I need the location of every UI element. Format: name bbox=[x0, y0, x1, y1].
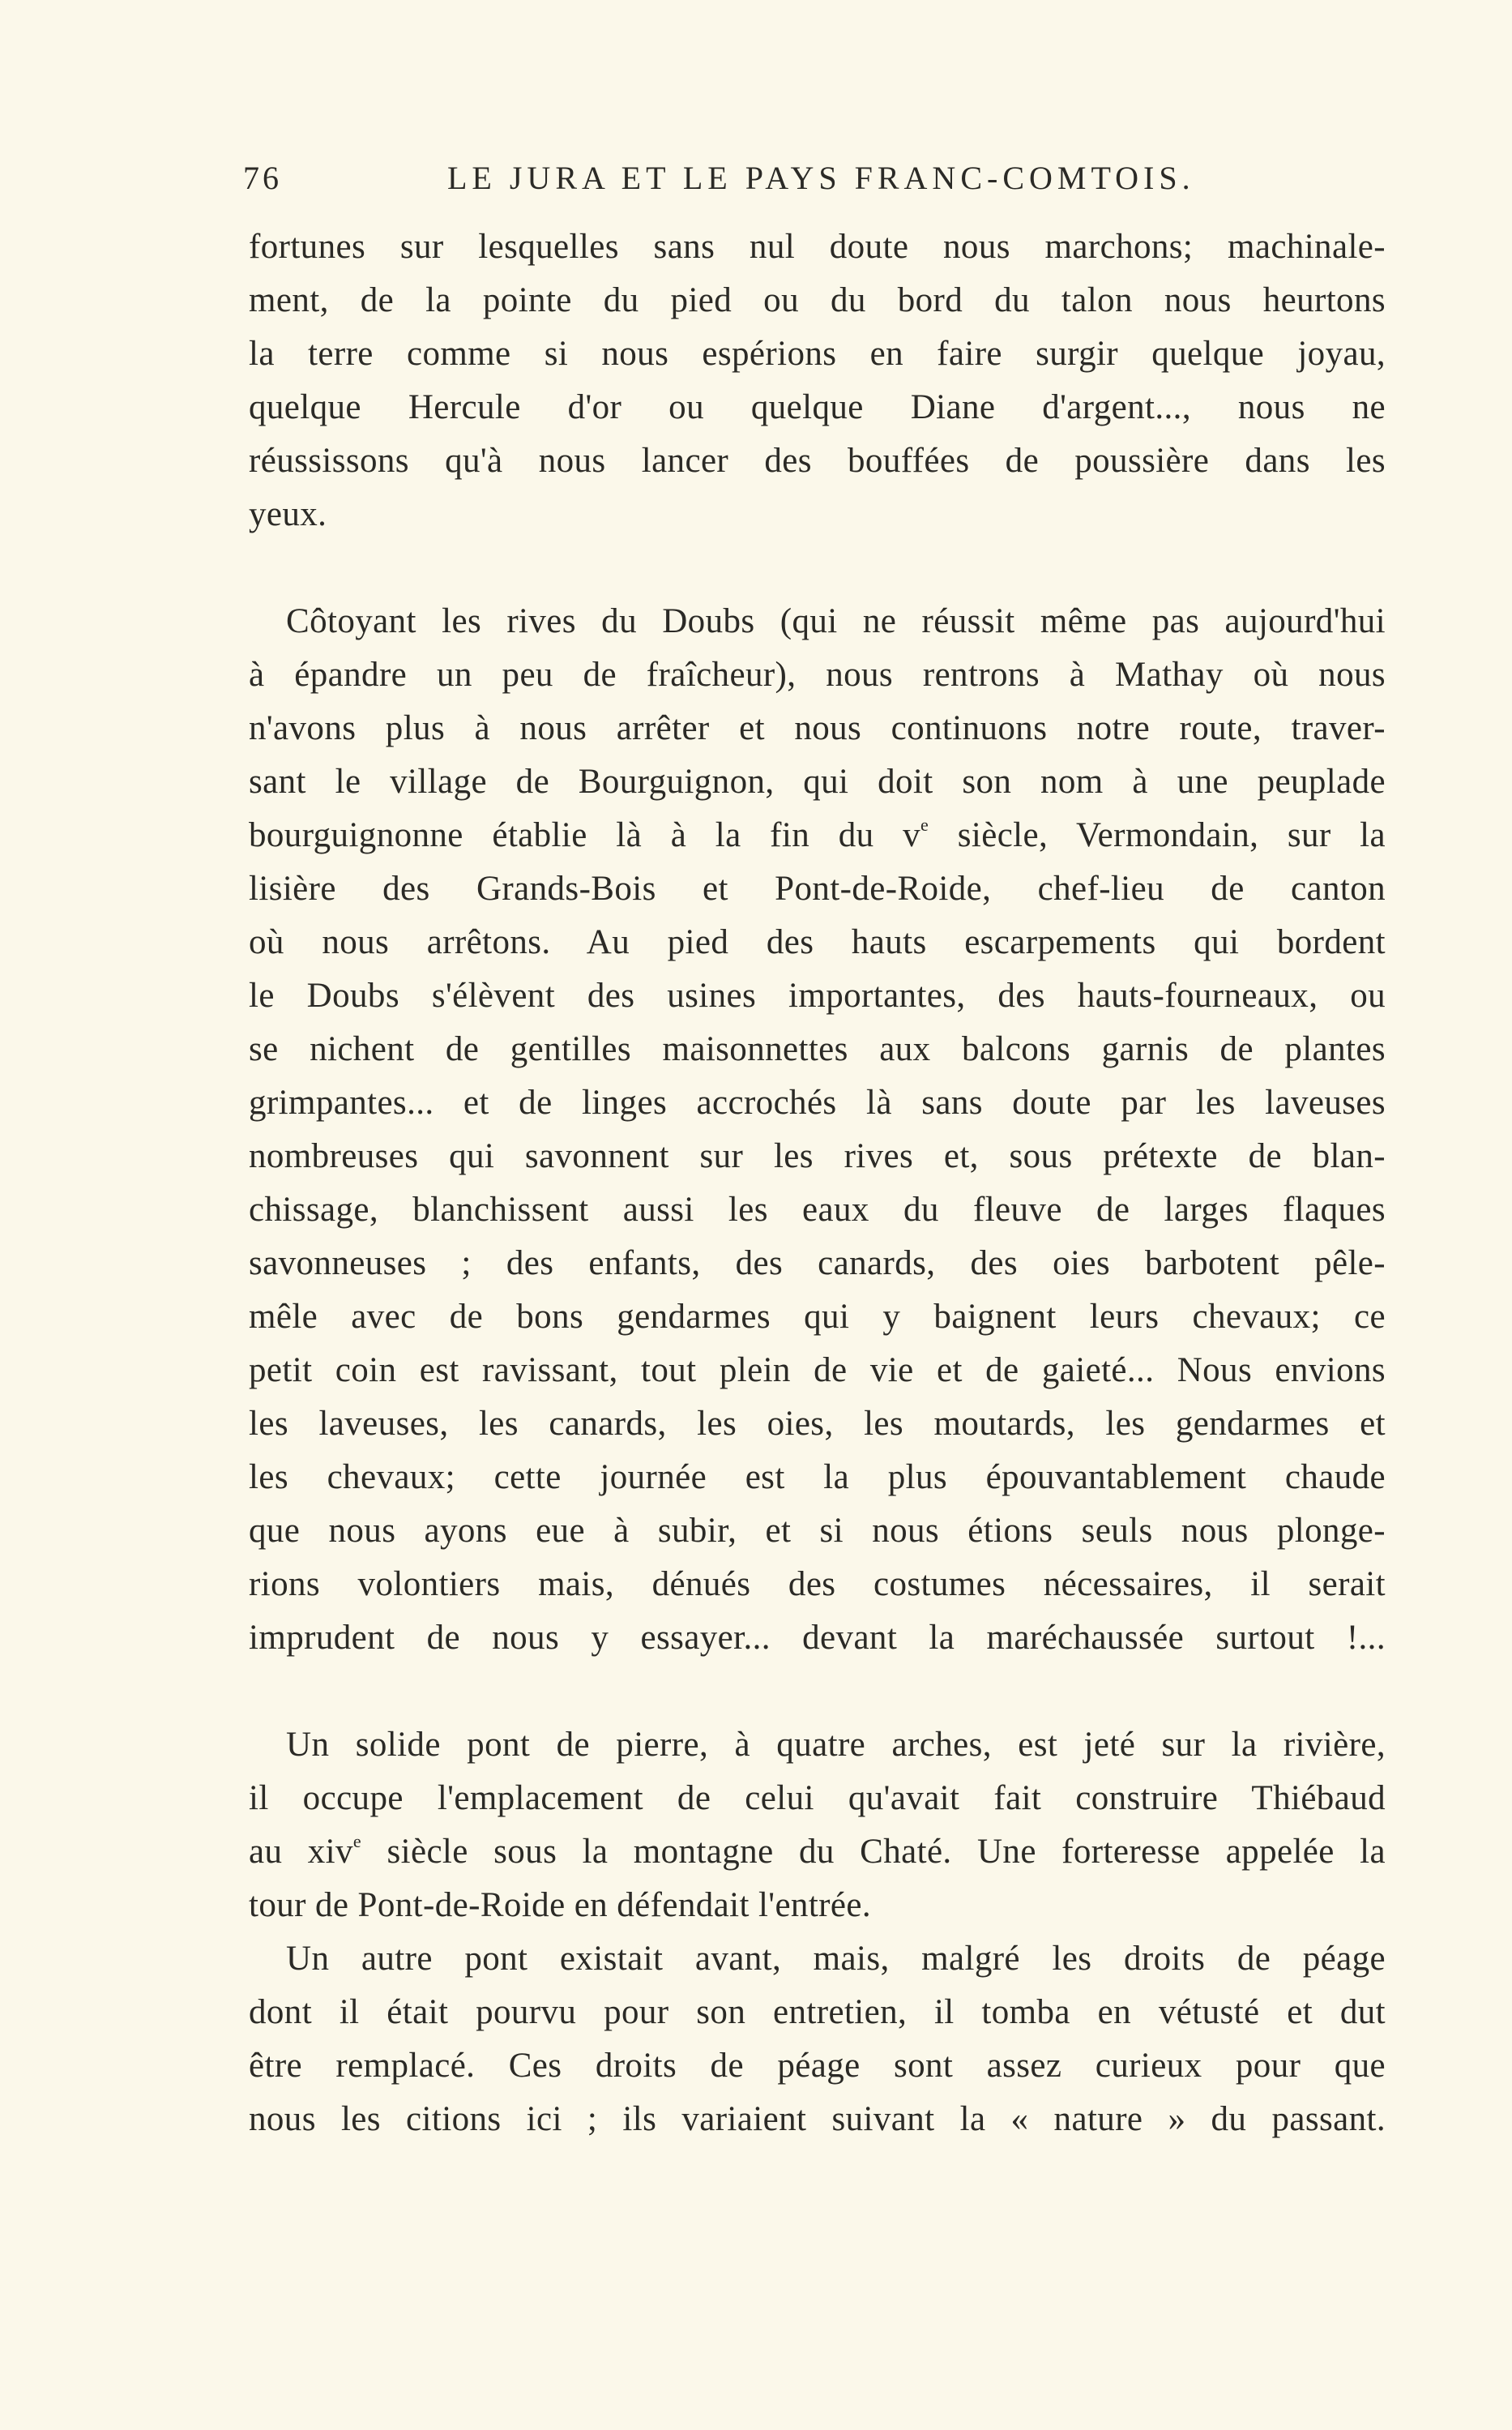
text-fragment: siècle, Vermondain, sur la bbox=[929, 816, 1386, 854]
text-line: se nichent de gentilles maisonnettes aux balcons garnis de plantes bbox=[249, 1030, 1386, 1068]
text-fragment: au xiv bbox=[249, 1833, 353, 1871]
text-line: rions volontiers mais, dénués des costumes nécessaires, il serait bbox=[249, 1565, 1386, 1603]
text-line: savonneuses ; des enfants, des canards, des oies barbotent pêle- bbox=[249, 1244, 1386, 1282]
paragraph-4 bbox=[249, 1932, 1386, 2146]
text-line: être remplacé. Ces droits de péage sont assez curieux pour que bbox=[249, 2047, 1386, 2085]
text-line: fortunes sur lesquelles sans nul doute nous marchons; machinale- bbox=[249, 228, 1386, 266]
text-line: Un autre pont existait avant, mais, malgré les droits de péage bbox=[286, 1940, 1386, 1978]
text-line: Un solide pont de pierre, à quatre arches, est jeté sur la rivière, bbox=[286, 1726, 1386, 1764]
paragraph-1 bbox=[249, 220, 1386, 541]
text-line: imprudent de nous y essayer... devant la maréchaussée surtout !... bbox=[249, 1619, 1386, 1657]
text-line: lisière des Grands-Bois et Pont-de-Roide, chef-lieu de canton bbox=[249, 870, 1386, 908]
text-line: yeux. bbox=[249, 495, 327, 533]
page-header bbox=[243, 159, 1394, 207]
text-line: nombreuses qui savonnent sur les rives et, sous prétexte de blan- bbox=[249, 1137, 1386, 1175]
text-line: il occupe l'emplacement de celui qu'avait fait construire Thiébaud bbox=[249, 1779, 1386, 1817]
paragraph-gap bbox=[249, 1665, 1386, 1718]
text-line: réussissons qu'à nous lancer des bouffées de poussière dans les bbox=[249, 442, 1386, 480]
text-line: tour de Pont-de-Roide en défendait l'entrée. bbox=[249, 1886, 872, 1924]
text-line: ment, de la pointe du pied ou du bord du talon nous heurtons bbox=[249, 281, 1386, 319]
text-line: Côtoyant les rives du Doubs (qui ne réussit même pas aujourd'hui bbox=[286, 602, 1386, 640]
text-line: petit coin est ravissant, tout plein de vie et de gaieté... Nous envions bbox=[249, 1351, 1386, 1389]
superscript: e bbox=[352, 1830, 362, 1851]
text-line: mêle avec de bons gendarmes qui y baignent leurs chevaux; ce bbox=[249, 1298, 1386, 1336]
text-line-with-superscript bbox=[249, 809, 1386, 862]
paragraph-3 bbox=[249, 1718, 1386, 1932]
paragraph-gap bbox=[249, 541, 1386, 595]
paragraph-2 bbox=[249, 595, 1386, 1665]
text-line: grimpantes... et de linges accrochés là sans doute par les laveuses bbox=[249, 1084, 1386, 1122]
text-line: n'avons plus à nous arrêter et nous continuons notre route, traver- bbox=[249, 709, 1386, 747]
running-title: LE JURA ET LE PAYS FRANC-COMTOIS. bbox=[447, 160, 1195, 196]
text-line: nous les citions ici ; ils variaient suivant la « nature » du passant. bbox=[249, 2100, 1386, 2138]
text-line: où nous arrêtons. Au pied des hauts escarpements qui bordent bbox=[249, 923, 1386, 961]
text-line: la terre comme si nous espérions en faire surgir quelque joyau, bbox=[249, 335, 1386, 373]
text-fragment: bourguignonne établie là à la fin du v bbox=[249, 816, 920, 854]
text-line: quelque Hercule d'or ou quelque Diane d'argent..., nous ne bbox=[249, 388, 1386, 426]
body-text bbox=[249, 220, 1386, 2146]
text-line: les chevaux; cette journée est la plus épouvantablement chaude bbox=[249, 1458, 1386, 1496]
text-line: que nous ayons eue à subir, et si nous étions seuls nous plonge- bbox=[249, 1512, 1386, 1550]
text-line: à épandre un peu de fraîcheur), nous rentrons à Mathay où nous bbox=[249, 656, 1386, 694]
text-line: les laveuses, les canards, les oies, les moutards, les gendarmes et bbox=[249, 1405, 1386, 1443]
text-line: le Doubs s'élèvent des usines importantes, des hauts-fourneaux, ou bbox=[249, 977, 1386, 1015]
text-fragment: siècle sous la montagne du Chaté. Une forteresse appelée la bbox=[361, 1833, 1386, 1871]
text-line-with-superscript bbox=[249, 1825, 1386, 1879]
superscript: e bbox=[920, 814, 929, 835]
text-line: sant le village de Bourguignon, qui doit son nom à une peuplade bbox=[249, 763, 1386, 801]
page-number: 76 bbox=[243, 160, 282, 196]
text-line: chissage, blanchissent aussi les eaux du fleuve de larges flaques bbox=[249, 1191, 1386, 1229]
text-line: dont il était pourvu pour son entretien, il tomba en vétusté et dut bbox=[249, 1993, 1386, 2031]
